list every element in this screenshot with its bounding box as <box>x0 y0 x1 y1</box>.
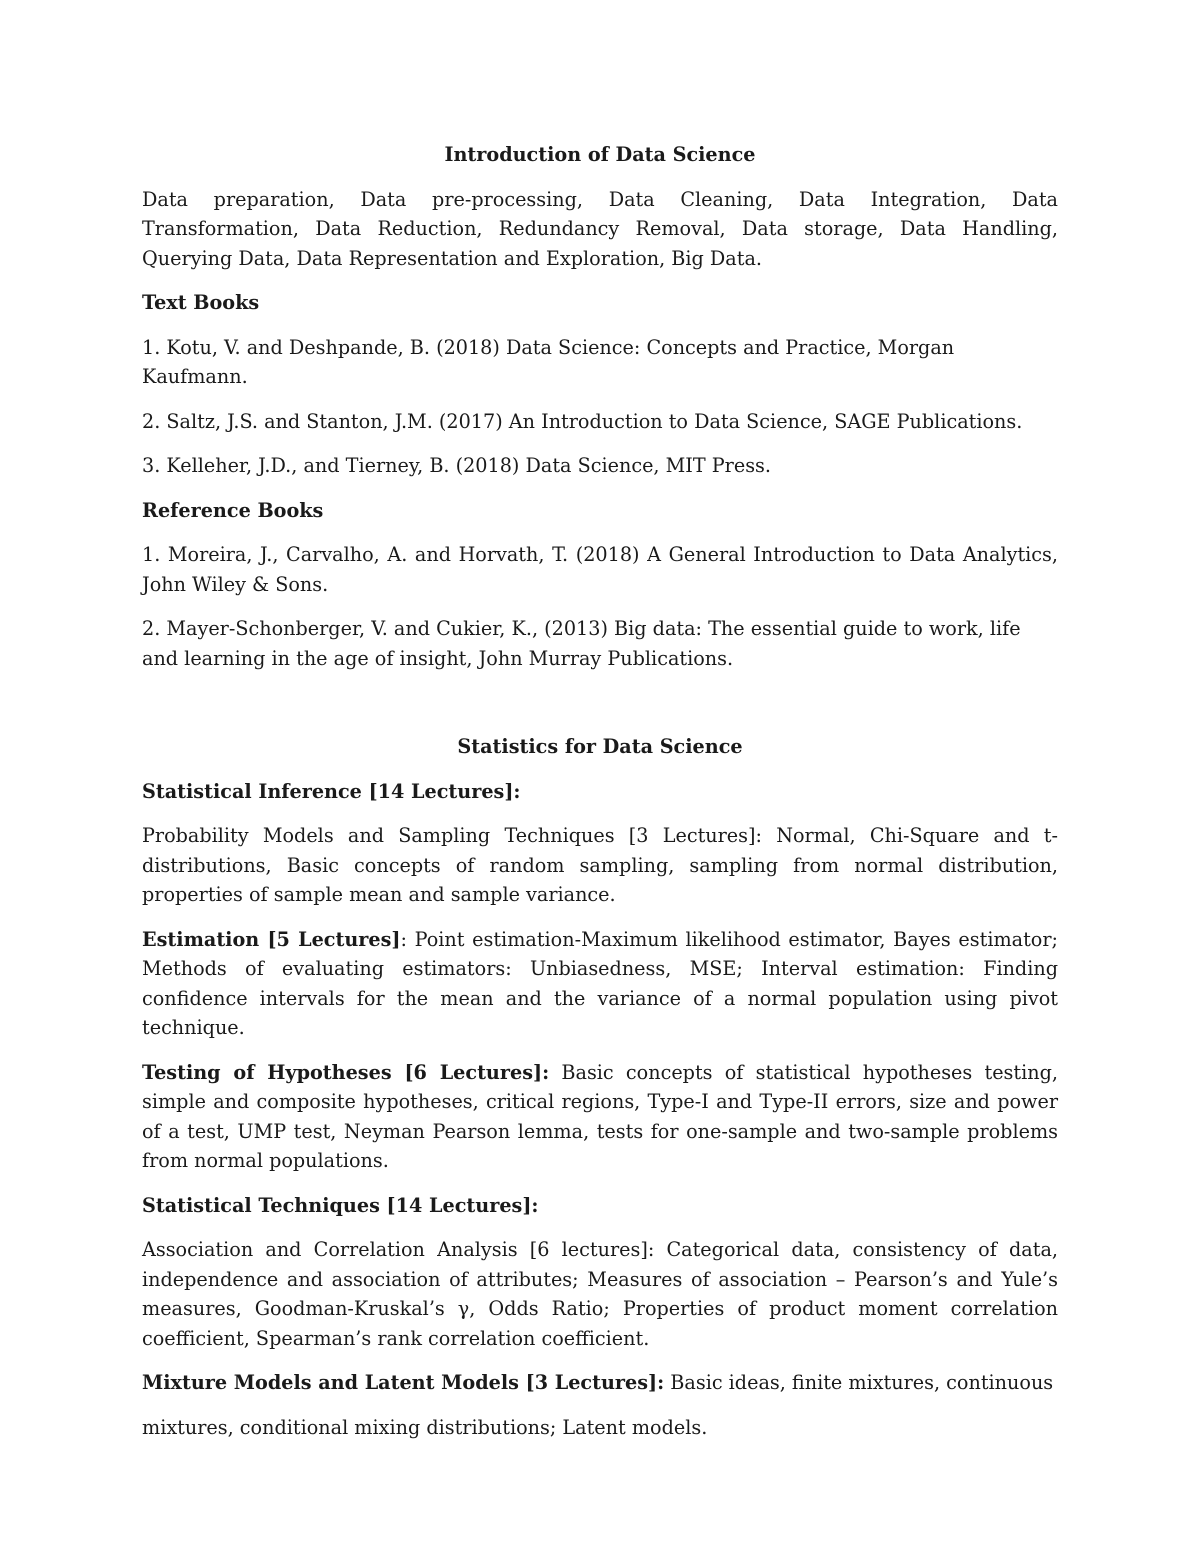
testing-paragraph <box>142 1058 1058 1176</box>
reference-book-item: 2. Mayer-Schonberger, V. and Cukier, K., (2013) Big data: The essential guide to work, life and learning in the age of insight, John Murray Publications. <box>142 617 1021 670</box>
probability-models-paragraph: Probability Models and Sampling Techniques [3 Lectures]: Normal, Chi-Square and t-distributions, Basic concepts of random sampling, sampling from normal distribution, properties of sample mean and sample variance. <box>142 824 1058 906</box>
association-paragraph: Association and Correlation Analysis [6 lectures]: Categorical data, consistency of data, independence and association of attributes; Measures of association – Pearson’s and Yule’s measures, Goodman-Kruskal’s γ, Odds Ratio; Properties of product moment correlation coefficient, Spearman’s rank correlation coefficient. <box>142 1238 1058 1350</box>
mixture-paragraph-continued: mixtures, conditional mixing distributions; Latent models. <box>142 1415 708 1439</box>
text-book-item: 2. Saltz, J.S. and Stanton, J.M. (2017) An Introduction to Data Science, SAGE Publications. <box>142 409 1023 433</box>
text-book-item: 1. Kotu, V. and Deshpande, B. (2018) Data Science: Concepts and Practice, Morgan Kaufmann. <box>142 335 955 388</box>
text-books-heading: Text Books <box>142 291 260 314</box>
statistical-inference-heading: Statistical Inference [14 Lectures]: <box>142 779 521 803</box>
estimation-label: Estimation [5 Lectures] <box>142 927 401 951</box>
estimation-text: : Point estimation-Maximum likelihood estimator, Bayes estimator; Methods of evaluating estimators: Unbiasedness, MSE; Interval estimation: Finding confidence intervals for the mean and the variance of a normal population using pivot technique. <box>142 927 1058 1039</box>
mixture-label: Mixture Models and Latent Models [3 Lectures]: <box>142 1371 665 1394</box>
intro-paragraph: Data preparation, Data pre-processing, Data Cleaning, Data Integration, Data Transformation, Data Reduction, Redundancy Removal, Data storage, Data Handling, Querying Data, Data Representation and Exploration, Big Data. <box>142 187 1058 270</box>
text-book-item: 3. Kelleher, J.D., and Tierney, B. (2018) Data Science, MIT Press. <box>142 454 771 477</box>
statistical-techniques-heading: Statistical Techniques [14 Lectures]: <box>142 1193 539 1217</box>
reference-book-item: 1. Moreira, J., Carvalho, A. and Horvath, T. (2018) A General Introduction to Data Analytics, John Wiley & Sons. <box>142 543 1058 596</box>
reference-books-heading: Reference Books <box>142 498 324 522</box>
section-gap <box>142 688 1058 732</box>
estimation-paragraph <box>142 925 1058 1043</box>
testing-label: Testing of Hypotheses [6 Lectures]: <box>142 1060 550 1084</box>
testing-text: Basic concepts of statistical hypotheses testing, simple and composite hypotheses, critical regions, Type-I and Type-II errors, size and power of a test, UMP test, Neyman Pearson lemma, tests for one-sample and two-sample problems from normal populations. <box>142 1060 1058 1172</box>
section-title-statistics: Statistics for Data Science <box>457 735 743 758</box>
mixture-paragraph <box>142 1368 1058 1398</box>
mixture-text: Basic ideas, finite mixtures, continuous <box>664 1371 1054 1394</box>
section-title-intro: Introduction of Data Science <box>444 143 756 166</box>
document-page <box>142 140 1058 1457</box>
